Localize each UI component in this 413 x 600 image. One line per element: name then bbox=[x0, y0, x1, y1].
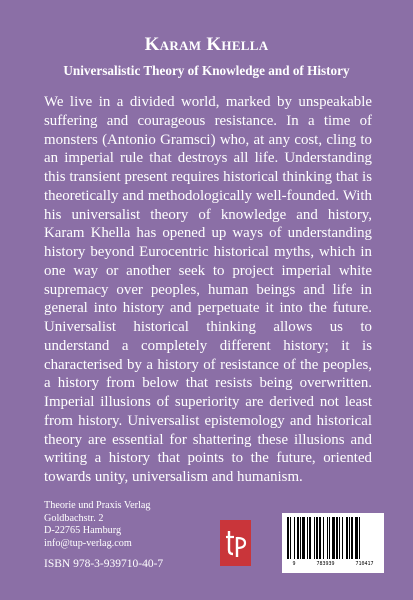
barcode-digit-group: 9 bbox=[292, 561, 296, 567]
publisher-street: Goldbachstr. 2 bbox=[44, 512, 104, 524]
isbn-text: ISBN 978-3-939710-40-7 bbox=[44, 558, 164, 570]
publisher-name: Theorie und Praxis Verlag bbox=[44, 500, 151, 511]
author-name: Karam Khella bbox=[144, 34, 269, 55]
publisher-email: info@tup-verlag.com bbox=[44, 537, 132, 549]
barcode-bars bbox=[287, 517, 379, 559]
tp-logo-glyph-icon bbox=[225, 528, 247, 558]
book-subtitle: Universalistic Theory of Knowledge and of History bbox=[63, 63, 350, 78]
publisher-address bbox=[44, 500, 150, 550]
barcode bbox=[282, 513, 384, 573]
barcode-digit-group: 783939 bbox=[316, 561, 335, 567]
publisher-city: D-22765 Hamburg bbox=[44, 525, 122, 537]
barcode-digits bbox=[282, 561, 384, 567]
barcode-digit-group: 710417 bbox=[355, 561, 374, 567]
tp-logo-icon bbox=[220, 520, 251, 566]
blurb-text: We live in a divided world, marked by unspeakable suffering and courageous resistance. In a time of monsters (Antonio Gramsci) who, at any cost, cling to an imperial rule that destroys all life. Understanding this transient present requires historical thinking that is theoretically and methodologically well-founded. With his universalist theory of knowledge and history, Karam Khella has opened up ways of understanding history beyond Eurocentric historical myths, which in one way or another seek to project imperial white supremacy over peoples, human beings and life in general into history and perpetuate it into the future. Universalist historical thinking allows us to understand a completely different history; it is characterised by a history of resistance of the peoples, a history from below that resists being overwritten. Imperial illusions of superiority are derived not least from history. Universalist epistemology and historical theory are essential for shattering these illusions and writing a history that points to the future, oriented towards unity, universalism and humanism. bbox=[44, 94, 372, 485]
